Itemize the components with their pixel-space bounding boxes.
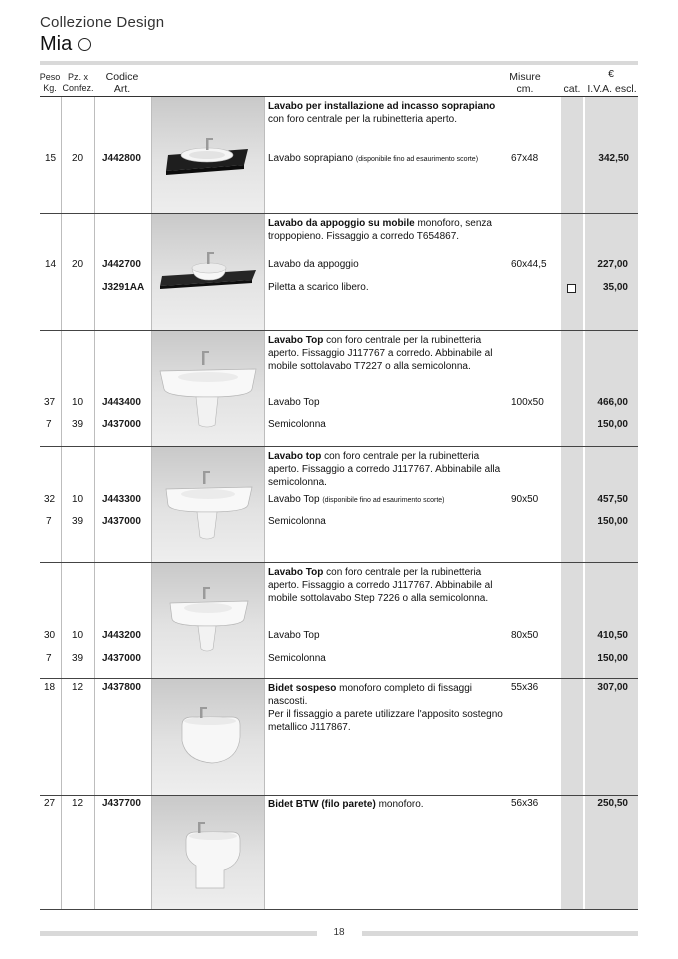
section-description: Lavabo Top con foro centrale per la rubinetteria aperto. Fissaggio a corredo J117767. Abbinabile al mobile sottolavabo Step 7226 o alla semicolonna. bbox=[268, 567, 493, 604]
weight-cell: 32 bbox=[44, 494, 56, 505]
section-description: Lavabo Top con foro centrale per la rubinetteria aperto. Fissaggio J117767 a corredo. Abbinabile al mobile sottolavabo T7227 o alla semicolonna. bbox=[268, 335, 493, 372]
weight-cell: 27 bbox=[44, 798, 56, 809]
col-peso: Peso Kg. bbox=[39, 72, 61, 93]
size-cell: 55x36 bbox=[511, 682, 539, 693]
section-description: Lavabo top con foro centrale per la rubinetteria aperto. Fissaggio a corredo J117767. Abbinabile alla semicolonna. bbox=[268, 451, 501, 488]
product-image-wall-hung-bidet bbox=[152, 679, 264, 795]
title-text: Mia bbox=[40, 33, 73, 55]
weight-cell: 30 bbox=[44, 630, 56, 641]
row-description: Semicolonna bbox=[268, 516, 326, 527]
product-code: J437000 bbox=[102, 653, 141, 664]
weight-cell: 7 bbox=[46, 516, 52, 527]
price-cell: 35,00 bbox=[602, 282, 628, 293]
weight-cell: 7 bbox=[46, 653, 52, 664]
section-description: Bidet sospeso monoforo completo di fissaggi nascosti. Per il fissaggio a parete utilizzare l'apposito sostegno metallico J117867. bbox=[268, 683, 503, 733]
section-description: Bidet BTW (filo parete) monoforo. bbox=[268, 799, 424, 810]
weight-cell: 18 bbox=[44, 682, 56, 693]
size-cell: 60x44,5 bbox=[511, 259, 547, 270]
product-code: J437000 bbox=[102, 419, 141, 430]
price-cell: 150,00 bbox=[597, 653, 628, 664]
price-cell: 307,00 bbox=[597, 682, 628, 693]
col-cat: cat. bbox=[563, 83, 581, 95]
product-image-vessel-basin bbox=[152, 214, 264, 330]
product-image-wall-basin-100 bbox=[152, 331, 264, 446]
col-divider bbox=[61, 97, 62, 909]
product-code: J437700 bbox=[102, 798, 141, 809]
col-misure: Misure cm. bbox=[509, 71, 541, 95]
page-header bbox=[40, 14, 164, 55]
row-description: Lavabo Top bbox=[268, 630, 320, 641]
pack-cell: 39 bbox=[72, 653, 84, 664]
section-divider bbox=[40, 795, 638, 796]
price-cell: 250,50 bbox=[597, 798, 628, 809]
page-number: 18 bbox=[333, 927, 345, 938]
row-description: Lavabo soprapiano (disponibile fino ad esaurimento scorte) bbox=[268, 153, 479, 164]
pack-cell: 39 bbox=[72, 516, 84, 527]
size-cell: 90x50 bbox=[511, 494, 539, 505]
price-cell: 150,00 bbox=[597, 516, 628, 527]
cat-column-bg bbox=[561, 97, 583, 909]
row-description: Lavabo Top bbox=[268, 397, 320, 408]
product-code: J442700 bbox=[102, 259, 141, 270]
col-iva: I.V.A. escl. bbox=[587, 83, 637, 95]
product-code: J3291AA bbox=[102, 282, 145, 293]
header-divider bbox=[40, 61, 638, 65]
section-description: Lavabo da appoggio su mobile monoforo, senza troppopieno. Fissaggio a corredo T654867. bbox=[268, 218, 492, 242]
product-code: J442800 bbox=[102, 153, 141, 164]
footer-bar-left bbox=[40, 931, 317, 936]
pack-cell: 12 bbox=[72, 682, 84, 693]
weight-cell: 7 bbox=[46, 419, 52, 430]
product-code: J437800 bbox=[102, 682, 141, 693]
footer-bar-right bbox=[362, 931, 638, 936]
product-code: J443400 bbox=[102, 397, 141, 408]
product-image-btw-bidet bbox=[152, 796, 264, 909]
row-description: Lavabo da appoggio bbox=[268, 259, 359, 270]
row-description: Semicolonna bbox=[268, 419, 326, 430]
product-image-wall-basin-80 bbox=[152, 563, 264, 678]
circle-icon bbox=[78, 38, 91, 51]
header-rule bbox=[40, 96, 638, 97]
col-divider bbox=[94, 97, 95, 909]
product-image-wall-basin-90 bbox=[152, 447, 264, 562]
size-cell: 67x48 bbox=[511, 153, 539, 164]
section-divider bbox=[40, 213, 638, 214]
weight-cell: 37 bbox=[44, 397, 56, 408]
product-code: J443300 bbox=[102, 494, 141, 505]
row-description: Semicolonna bbox=[268, 653, 326, 664]
product-image-countertop-basin bbox=[152, 97, 264, 213]
pack-cell: 12 bbox=[72, 798, 84, 809]
size-cell: 80x50 bbox=[511, 630, 539, 641]
size-cell: 100x50 bbox=[511, 397, 544, 408]
col-divider bbox=[264, 97, 265, 909]
price-cell: 466,00 bbox=[597, 397, 628, 408]
row-description: Piletta a scarico libero. bbox=[268, 282, 369, 293]
collection-title bbox=[40, 33, 164, 55]
price-cell: 457,50 bbox=[597, 494, 628, 505]
section-divider bbox=[40, 562, 638, 563]
weight-cell: 14 bbox=[45, 259, 57, 270]
size-cell: 56x36 bbox=[511, 798, 539, 809]
section-divider bbox=[40, 330, 638, 331]
pack-cell: 10 bbox=[72, 494, 84, 505]
section-divider bbox=[40, 678, 638, 679]
table-bottom-rule bbox=[40, 909, 638, 910]
pack-cell: 10 bbox=[72, 630, 84, 641]
product-code: J437000 bbox=[102, 516, 141, 527]
pack-cell: 20 bbox=[72, 259, 84, 270]
section-divider bbox=[40, 446, 638, 447]
price-cell: 150,00 bbox=[597, 419, 628, 430]
price-cell: 410,50 bbox=[597, 630, 628, 641]
pack-cell: 39 bbox=[72, 419, 84, 430]
price-cell: 227,00 bbox=[597, 259, 628, 270]
col-codice: Codice Art. bbox=[105, 71, 139, 95]
collection-label: Collezione Design bbox=[40, 14, 165, 31]
row-description: Lavabo Top (disponibile fino ad esaurimento scorte) bbox=[268, 494, 445, 505]
price-cell: 342,50 bbox=[598, 153, 629, 164]
pack-cell: 10 bbox=[72, 397, 84, 408]
pack-cell: 20 bbox=[72, 153, 84, 164]
category-checkbox bbox=[567, 284, 576, 293]
col-pz: Pz. x Confez. bbox=[62, 72, 94, 93]
product-code: J443200 bbox=[102, 630, 141, 641]
weight-cell: 15 bbox=[45, 153, 57, 164]
section-description: Lavabo per installazione ad incasso soprapiano con foro centrale per la rubinetteria aperto. bbox=[268, 101, 496, 125]
col-euro: € bbox=[608, 68, 614, 80]
